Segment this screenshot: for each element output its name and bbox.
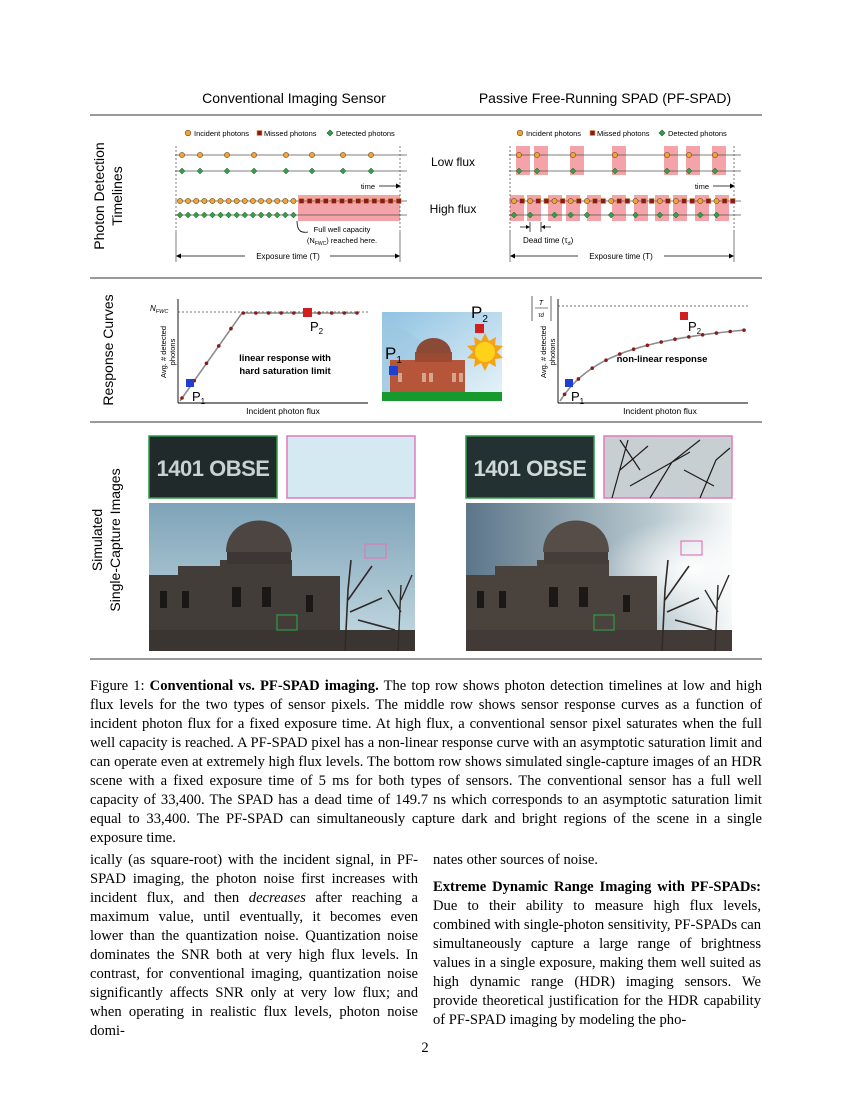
detected-photon-marker: [201, 212, 207, 218]
incident-photon-marker: [609, 198, 614, 203]
detected-photon-marker: [290, 212, 296, 218]
legend-incident-label-r: Incident photons: [526, 129, 582, 138]
header-conventional: Conventional Imaging Sensor: [202, 90, 386, 106]
incident-photon-marker: [283, 152, 288, 157]
incident-photon-marker: [664, 152, 669, 157]
x-axis-label-left: Incident photon flux: [246, 406, 320, 416]
missed-photon-marker: [722, 199, 727, 204]
detected-photon-marker: [179, 168, 185, 174]
detected-photon-marker: [218, 212, 224, 218]
exposure-label-left: Exposure time (T): [256, 252, 320, 261]
dead-time-head-b: [541, 225, 545, 229]
detected-photon-marker: [274, 212, 280, 218]
incident-photon-marker: [234, 198, 239, 203]
incident-photon-marker: [698, 198, 703, 203]
response-sample-point: [563, 393, 567, 397]
detected-photon-marker: [209, 212, 215, 218]
missed-photon-marker: [340, 199, 345, 204]
body-column-left: [90, 851, 418, 1041]
response-sample-point: [267, 311, 271, 315]
body-left-part-2: after reaching a maximum value, until eventually, it becomes even lower than the quantization noise. Quantization noise dominates the SNR both at very high flux levels. In contrast, for conventional imaging, quantization noise significantly affects SNR only at very low flux; and when operating in realistic flux levels, photon noise domi-: [90, 890, 419, 1039]
scene-drum: [415, 352, 452, 362]
tau-numerator: T: [538, 300, 544, 307]
row-label-response: [100, 294, 116, 405]
incident-photon-marker: [202, 198, 207, 203]
detected-photon-marker: [234, 212, 240, 218]
incident-photon-marker: [224, 152, 229, 157]
body-column-right: [433, 851, 761, 1030]
tau-denominator: τd: [538, 313, 544, 319]
p1-marker-right: [565, 379, 573, 387]
body-left-part-1: ically (as square-root) with the incident signal, in PF-SPAD imaging, the photon noise first increases with incident flux, and then: [90, 852, 418, 906]
detected-photon-marker: [242, 212, 248, 218]
response-sample-point: [659, 340, 663, 344]
missed-photon-marker: [388, 199, 393, 204]
dead-time-label: Dead time $(\tau_d)$: [523, 236, 574, 247]
nonlinear-response-curve: [560, 330, 744, 401]
response-sample-point: [687, 335, 691, 339]
missed-photon-marker: [576, 199, 581, 204]
missed-photon-marker: [323, 199, 328, 204]
legend-detected-label-r: Detected photons: [668, 129, 727, 138]
response-sample-point: [205, 362, 209, 366]
response-sample-point: [254, 311, 258, 315]
incident-photon-marker: [368, 152, 373, 157]
response-sample-point: [728, 330, 732, 334]
incident-photon-marker: [194, 198, 199, 203]
y-axis-label-right-1: Avg. # detected: [539, 326, 548, 378]
legend-right: [517, 129, 727, 138]
missed-photon-marker: [601, 199, 606, 204]
detected-photon-marker: [283, 168, 289, 174]
linear-annotation-2: hard saturation limit: [239, 366, 331, 377]
response-sample-point: [180, 396, 184, 400]
p2-label-right: $P_2$: [688, 319, 702, 336]
figure-caption: [90, 677, 762, 848]
response-sample-point: [355, 311, 359, 315]
time-label-left: time: [360, 182, 375, 191]
scene-ground: [382, 392, 502, 401]
incident-photon-marker: [570, 152, 575, 157]
p2-marker-left: [303, 308, 312, 317]
conventional-inset-bright: [287, 436, 415, 498]
missed-photon-marker: [690, 199, 695, 204]
p1-label-right: $P_1$: [571, 389, 585, 406]
p2-marker-right: [680, 312, 688, 320]
incident-photon-marker: [516, 152, 521, 157]
response-sample-point: [292, 311, 296, 315]
incident-photon-marker: [340, 152, 345, 157]
incident-photon-marker: [633, 198, 638, 203]
missed-photon-marker: [682, 199, 687, 204]
section-heading-edr: Extreme Dynamic Range Imaging with PF-SPADs:: [433, 879, 761, 895]
header-pf-spad: Passive Free-Running SPAD (PF-SPAD): [478, 90, 732, 106]
incident-photon-marker: [552, 198, 557, 203]
exposure-arrowhead-left-a: [176, 254, 181, 259]
detected-photon-marker: [251, 168, 257, 174]
incident-photon-marker: [197, 152, 202, 157]
missed-photon-marker: [307, 199, 312, 204]
response-sample-point: [217, 344, 221, 348]
detected-photon-marker: [258, 212, 264, 218]
detected-photon-marker: [177, 212, 183, 218]
scene-schematic: [382, 303, 503, 401]
incident-photon-marker: [218, 198, 223, 203]
body-paragraph-left: [90, 851, 418, 1041]
missed-photon-marker: [625, 199, 630, 204]
incident-photon-marker: [309, 152, 314, 157]
detected-photon-marker: [193, 212, 199, 218]
scene-p1-label: $P_1$: [385, 344, 402, 366]
x-axis-label-right: Incident photon flux: [623, 406, 697, 416]
p1-marker-left: [186, 379, 194, 387]
incident-photon-marker: [275, 198, 280, 203]
missed-photon-marker: [348, 199, 353, 204]
dead-time-head-a: [526, 225, 530, 229]
scene-p2-label: $P_2$: [471, 303, 488, 325]
incident-photon-marker: [177, 198, 182, 203]
scene-window-2: [422, 373, 426, 382]
conventional-image-set: [149, 436, 415, 651]
scene-window-3: [429, 373, 433, 382]
incident-photon-marker: [612, 152, 617, 157]
detected-photon-marker: [282, 212, 288, 218]
missed-photon-marker: [364, 199, 369, 204]
high-flux-label: High flux: [429, 202, 477, 216]
scene-window-4: [452, 373, 456, 382]
incident-photon-marker: [657, 198, 662, 203]
row-label-images: [89, 468, 123, 611]
sun-disc: [475, 342, 495, 362]
incident-photon-marker: [250, 198, 255, 203]
incident-photon-marker: [568, 198, 573, 203]
response-sample-point: [646, 343, 650, 347]
scene-window-1: [398, 373, 402, 382]
body-paragraph-right-2: [433, 878, 761, 1030]
scene-p2-marker: [475, 324, 484, 333]
row-label-response-text: Response Curves: [100, 294, 116, 406]
y-axis-label-left-2: photons: [168, 338, 177, 366]
detected-photon-marker: [224, 168, 230, 174]
row-label-timelines: [91, 142, 125, 249]
detected-photon-marker: [309, 168, 315, 174]
incident-photon-marker: [714, 198, 719, 203]
legend-incident-marker-r: [517, 130, 523, 136]
missed-photon-marker: [536, 199, 541, 204]
missed-photon-marker: [380, 199, 385, 204]
detected-photon-marker: [266, 212, 272, 218]
time-label-right: time: [694, 182, 709, 191]
response-sample-point: [673, 337, 677, 341]
p2-label-left: $P_2$: [310, 319, 324, 336]
y-axis-label-right-2: photons: [548, 338, 557, 366]
missed-photon-marker: [299, 199, 304, 204]
exposure-label-right: Exposure time (T): [589, 252, 653, 261]
incident-photon-marker: [283, 198, 288, 203]
incident-photon-marker: [528, 198, 533, 203]
response-sample-point: [241, 311, 245, 315]
missed-photon-marker: [706, 199, 711, 204]
incident-photon-marker: [686, 152, 691, 157]
legend-detected-label: Detected photons: [336, 129, 395, 138]
response-sample-point: [604, 358, 608, 362]
missed-photon-marker: [730, 199, 735, 204]
response-sample-point: [590, 366, 594, 370]
incident-photon-marker: [267, 198, 272, 203]
body-left-emphasis: decreases: [248, 890, 306, 906]
legend-missed-label: Missed photons: [264, 129, 317, 138]
caption-label: Figure 1:: [90, 678, 145, 694]
legend-missed-marker-r: [590, 131, 595, 136]
incident-photon-marker: [534, 152, 539, 157]
missed-photon-marker: [356, 199, 361, 204]
response-sample-point: [317, 311, 321, 315]
missed-photon-marker: [331, 199, 336, 204]
incident-photon-marker: [712, 152, 717, 157]
row-label-images-2: Single-Capture Images: [107, 468, 123, 612]
response-sample-point: [279, 311, 283, 315]
detected-photon-marker: [226, 212, 232, 218]
pf-spad-image-set: [466, 436, 732, 651]
response-sample-point: [632, 347, 636, 351]
page-number: 2: [421, 1040, 429, 1056]
missed-photon-marker: [617, 199, 622, 204]
detected-photon-marker: [368, 168, 374, 174]
detected-photon-marker: [250, 212, 256, 218]
missed-photon-marker: [641, 199, 646, 204]
incident-photon-marker: [242, 198, 247, 203]
legend-missed-marker: [257, 131, 262, 136]
legend-incident-label: Incident photons: [194, 129, 250, 138]
detected-photon-marker: [340, 168, 346, 174]
missed-photon-marker: [520, 199, 525, 204]
missed-photon-marker: [544, 199, 549, 204]
incident-photon-marker: [210, 198, 215, 203]
detected-photon-marker: [185, 212, 191, 218]
row-label-timelines-1: Photon Detection: [91, 142, 107, 250]
incident-photon-marker: [291, 198, 296, 203]
response-sample-point: [715, 331, 719, 335]
response-sample-point: [229, 327, 233, 331]
missed-photon-marker: [560, 199, 565, 204]
incident-photon-marker: [258, 198, 263, 203]
full-well-pointer: [297, 221, 308, 232]
response-sample-point: [742, 328, 746, 332]
linear-annotation-1: linear response with: [239, 353, 331, 364]
y-axis-label-right: [539, 326, 557, 378]
legend-missed-label-r: Missed photons: [597, 129, 650, 138]
missed-photon-marker: [593, 199, 598, 204]
row-label-images-1: Simulated: [89, 508, 105, 572]
caption-title: Conventional vs. PF-SPAD imaging.: [149, 678, 379, 694]
incident-photon-marker: [251, 152, 256, 157]
p1-label-left: $P_1$: [192, 389, 206, 406]
low-flux-label: Low flux: [430, 155, 476, 169]
response-curve-left: [150, 299, 368, 416]
caption-body: The top row shows photon detection timelines at low and high flux levels for the two types of sensor pixels. The middle row shows sensor response curves as a function of incident photon flux for a fixed exposure time. At high flux, a conventional sensor pixel saturates when the full well capacity is reached. A PF-SPAD pixel has a non-linear response curve with an asymptotic saturation limit and can operate even at extremely high flux levels. The bottom row shows simulated single-capture images of an HDR scene with a fixed exposure time of 5 ms for both types of sensors. The conventional sensor has a full well capacity of 33,400. The SPAD has a dead time of 149.7 ns which corresponds to an asymptotic saturation limit equal to 33,400. The PF-SPAD can simultaneously capture dark and bright regions of the scene in a single exposure time.: [90, 678, 763, 846]
response-sample-point: [577, 377, 581, 381]
nfwc-label: $N_{FWC}$: [150, 304, 169, 315]
incident-photon-marker: [673, 198, 678, 203]
exposure-arrowhead-left-b: [395, 254, 400, 259]
detected-photon-marker: [197, 168, 203, 174]
missed-photon-marker: [372, 199, 377, 204]
body-right-part-2: Due to their ability to measure high flux levels, combined with single-photon sensitivity, PF-SPADs can simultaneously capture a large range of brightness values in a single exposure, making them well suited as high dynamic range (HDR) imaging sensors. We provide theoretical justification for the HDR capability of PF-SPAD imaging by modeling the pho-: [433, 898, 761, 1028]
body-paragraph-right-1: nates other sources of noise.: [433, 852, 598, 868]
legend-detected-marker: [327, 130, 333, 136]
response-sample-point: [330, 311, 334, 315]
response-curve-right: [532, 296, 748, 416]
pf-spad-inset-sign-text: 1401 OBSE: [473, 456, 587, 481]
legend-detected-marker-r: [659, 130, 665, 136]
legend-incident-marker: [185, 130, 191, 136]
y-axis-label-left-1: Avg. # detected: [159, 326, 168, 378]
exposure-arrowhead-right-b: [729, 254, 734, 259]
exposure-arrowhead-right-a: [510, 254, 515, 259]
nonlinear-annotation: non-linear response: [616, 354, 708, 365]
scene-window-5: [459, 373, 463, 382]
full-well-label-1: Full well capacity: [313, 225, 371, 234]
row-label-timelines-2: Timelines: [109, 166, 125, 226]
missed-photon-marker: [649, 199, 654, 204]
incident-photon-marker: [511, 198, 516, 203]
missed-photon-marker: [665, 199, 670, 204]
scene-p1-marker: [389, 366, 398, 375]
legend-left: [185, 129, 395, 138]
incident-photon-marker: [584, 198, 589, 203]
y-axis-label-left: [159, 326, 177, 378]
incident-photon-marker: [186, 198, 191, 203]
response-sample-point: [701, 333, 705, 337]
incident-photon-marker: [179, 152, 184, 157]
response-sample-point: [343, 311, 347, 315]
full-well-label-2: $(N_{FWC})$ reached here.: [306, 236, 378, 247]
missed-photon-marker: [315, 199, 320, 204]
conventional-inset-sign-text: 1401 OBSE: [156, 456, 270, 481]
missed-photon-marker: [396, 199, 401, 204]
incident-photon-marker: [226, 198, 231, 203]
